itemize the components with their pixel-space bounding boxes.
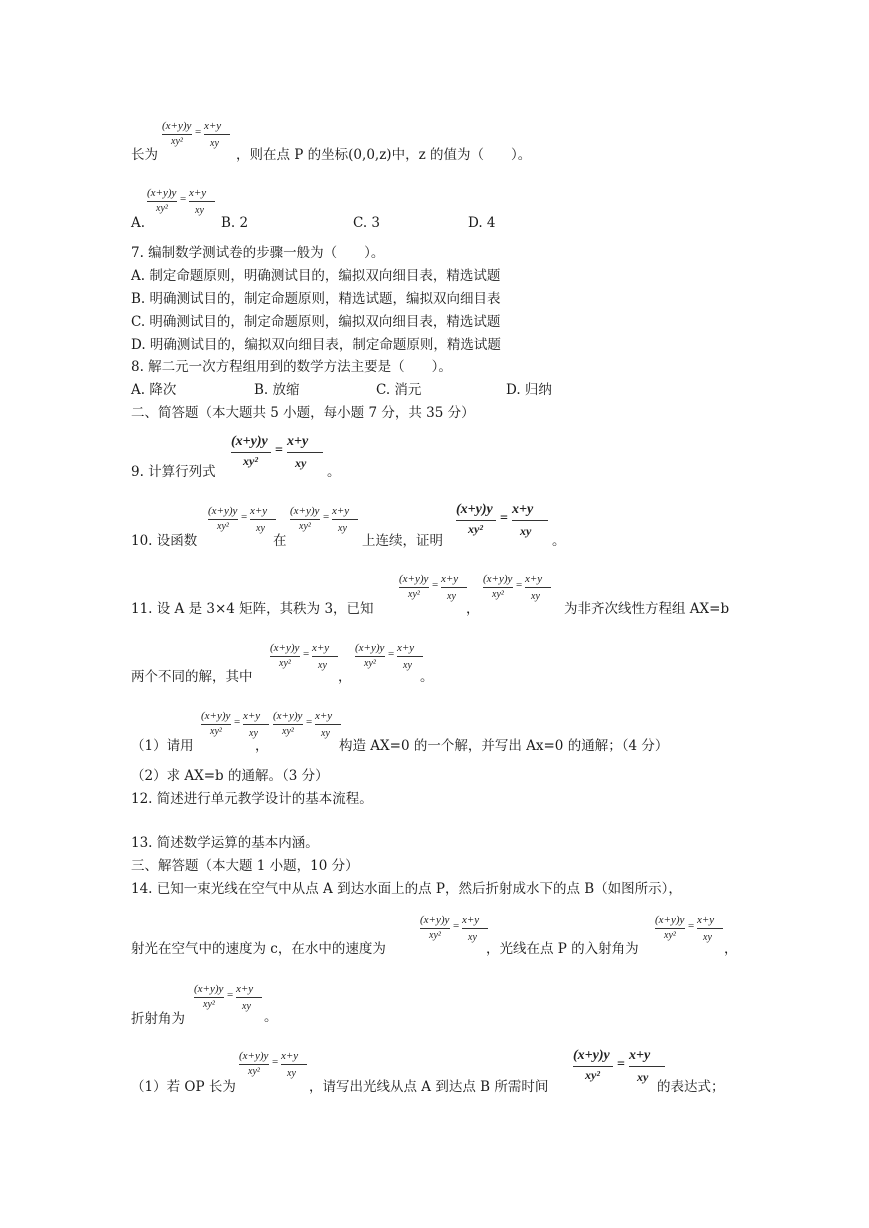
fraction-bar [573,1066,613,1067]
fraction-bar [290,519,320,520]
q6-option-b: B. 2 [221,215,249,231]
fraction-bar [441,587,467,588]
formula-denominator: xy² [429,930,441,941]
formula-denominator: xy² [585,1068,600,1082]
formula-numerator: (x+y)y [194,983,224,995]
fraction-bar [462,928,488,929]
formula-image [355,640,425,684]
formula-denominator: xy² [299,521,311,532]
q14-line2-suffix: ， [724,941,738,957]
q14-sub1-suffix: 的表达式； [657,1079,725,1095]
equals-sign: = [303,648,310,660]
formula-denominator: xy [447,591,456,602]
formula-denominator: xy² [364,658,376,669]
q14-line3-suffix: 。 [264,1009,278,1025]
formula-denominator: xy [338,523,347,534]
equals-sign: = [227,989,234,1001]
fraction-bar [512,520,548,521]
formula-numerator: x+y [204,120,222,132]
q11-sub2: （2）求 AX=b 的通解。（3 分） [131,768,329,784]
fraction-bar [697,928,723,929]
fraction-bar [655,928,685,929]
formula-image [655,912,725,956]
fraction-bar [287,452,323,453]
formula-numerator: (x+y)y [273,710,303,722]
formula-numerator: (x+y)y [239,1050,269,1062]
fraction-bar [243,724,269,725]
formula-numerator: (x+y)y [456,502,493,517]
fraction-bar [525,587,551,588]
q7-stem: 7. 编制数学测试卷的步骤一般为（ ）。 [131,245,385,261]
fraction-bar [483,587,513,588]
formula-denominator: xy² [210,726,222,737]
section-heading: 二、简答题（本大题共 5 小题，每小题 7 分，共 35 分） [131,405,475,421]
fraction-bar [239,1064,269,1065]
formula-denominator: xy [403,660,412,671]
equals-sign: = [195,126,202,138]
q11-comma-3: ， [255,738,269,754]
q10-suffix: 。 [552,533,566,549]
formula-image [399,571,469,615]
fraction-bar [312,656,338,657]
formula-image [273,708,343,752]
formula-numerator: (x+y)y [573,1048,610,1063]
formula-numerator: (x+y)y [355,642,385,654]
formula-image [290,503,360,547]
formula-denominator: xy [318,660,327,671]
q14-sub1-mid: ，请写出光线从点 A 到达点 B 所需时间 [309,1079,549,1095]
fraction-bar [629,1066,665,1067]
q13-stem: 13. 简述数学运算的基本内涵。 [131,835,319,851]
equals-sign: = [275,443,283,458]
fraction-bar [399,587,429,588]
q11-line1-prefix: 11. 设 A 是 3×4 矩阵，其秩为 3，已知 [131,601,374,617]
equals-sign: = [688,920,695,932]
fraction-bar [281,1064,307,1065]
fraction-bar [456,520,496,521]
formula-denominator: xy² [217,521,229,532]
q7-option-b: B. 明确测试目的，制定命题原则，精选试题，编拟双向细目表 [131,291,501,307]
fraction-bar [397,656,423,657]
q10-mid1: 在 [273,533,287,549]
formula-denominator: xy [703,932,712,943]
fraction-bar [315,724,341,725]
formula-numerator: (x+y)y [483,573,513,585]
fraction-bar [355,656,385,657]
formula-numerator: (x+y)y [147,187,177,199]
equals-sign: = [241,511,248,523]
q9-suffix: 。 [327,464,341,480]
formula-denominator: xy [531,591,540,602]
formula-image [270,640,340,684]
fraction-bar [420,928,450,929]
fraction-bar [162,134,192,135]
q7-option-d: D. 明确测试目的，编拟双向细目表，制定命题原则，精选试题 [131,337,501,353]
formula-numerator: x+y [312,642,330,654]
formula-numerator: x+y [315,710,333,722]
q9-prefix: 9. 计算行列式 [131,464,216,480]
formula-denominator: xy [295,456,307,470]
formula-denominator: xy [287,1068,296,1079]
equals-sign: = [388,648,395,660]
formula-denominator: xy² [408,589,420,600]
fraction-bar [231,452,271,453]
formula-denominator: xy² [282,726,294,737]
formula-numerator: (x+y)y [270,642,300,654]
q6-option-d: D. 4 [468,215,496,231]
q10-mid2: 上连续，证明 [362,533,443,549]
q11-comma: ， [466,601,480,617]
fraction-bar [194,997,224,998]
formula-numerator: x+y [525,573,543,585]
equals-sign: = [272,1056,279,1068]
formula-denominator: xy² [243,454,258,468]
equals-sign: = [306,716,313,728]
q8-stem: 8. 解二元一次方程组用到的数学方法主要是（ ）。 [131,359,452,375]
fraction-bar [270,656,300,657]
formula-numerator: x+y [287,434,309,449]
formula-denominator: xy [520,524,532,538]
equals-sign: = [453,920,460,932]
q11-comma-2: ， [338,669,352,685]
formula-numerator: (x+y)y [399,573,429,585]
equals-sign: = [516,579,523,591]
fraction-bar [208,519,238,520]
formula-numerator: (x+y)y [208,505,238,517]
equals-sign: = [323,511,330,523]
equals-sign: = [617,1057,625,1072]
formula-numerator: x+y [250,505,268,517]
q6-stem-prefix: 长为 [131,147,158,163]
q6-option-a: A. [131,215,146,231]
formula-numerator: (x+y)y [420,914,450,926]
formula-denominator: xy² [492,589,504,600]
q14-line2-mid: ，光线在点 P 的入射角为 [486,941,639,957]
formula-numerator: x+y [462,914,480,926]
fraction-bar [332,519,358,520]
formula-numerator: x+y [332,505,350,517]
formula-numerator: x+y [397,642,415,654]
fraction-bar [201,724,231,725]
formula-denominator: xy² [468,522,483,536]
q6-option-c: C. 3 [353,215,381,231]
formula-numerator: (x+y)y [290,505,320,517]
formula-denominator: xy² [156,203,168,214]
formula-denominator: xy² [171,136,183,147]
formula-denominator: xy [195,205,204,216]
formula-denominator: xy [468,932,477,943]
formula-denominator: xy [256,523,265,534]
formula-numerator: (x+y)y [162,120,192,132]
formula-numerator: x+y [189,187,207,199]
q14-line1: 14. 已知一束光线在空气中从点 A 到达水面上的点 P，然后折射成水下的点 B（如图所示）， [131,881,682,897]
formula-numerator: x+y [512,502,534,517]
fraction-bar [147,201,177,202]
formula-image [239,1048,309,1092]
equals-sign: = [500,511,508,526]
fraction-bar [204,134,230,135]
q11-sub1-suffix: 构造 AX=0 的一个解，并写出 Ax=0 的通解；（4 分） [339,738,669,754]
formula-image [208,503,278,547]
formula-denominator: xy² [664,930,676,941]
formula-image [456,500,552,550]
formula-image [573,1046,669,1096]
q8-option-c: C. 消元 [376,382,422,398]
formula-denominator: xy² [248,1066,260,1077]
formula-image [194,981,264,1025]
formula-image [147,185,217,229]
formula-numerator: x+y [441,573,459,585]
formula-image [483,571,553,615]
q12-stem: 12. 简述进行单元教学设计的基本流程。 [131,791,373,807]
formula-denominator: xy [242,1001,251,1012]
q11-line2-prefix: 两个不同的解，其中 [131,669,253,685]
formula-image [420,912,490,956]
formula-numerator: x+y [236,983,254,995]
formula-numerator: x+y [697,914,715,926]
section-heading: 三、解答题（本大题 1 小题，10 分） [131,858,359,874]
q6-stem-suffix: ，则在点 P 的坐标(0,0,z)中，z 的值为（ ）。 [236,147,532,163]
fraction-bar [236,997,262,998]
formula-denominator: xy [637,1070,649,1084]
formula-numerator: (x+y)y [231,434,268,449]
q8-option-b: B. 放缩 [254,382,300,398]
q8-option-d: D. 归纳 [506,382,552,398]
q10-prefix: 10. 设函数 [131,533,198,549]
formula-denominator: xy [210,138,219,149]
equals-sign: = [180,193,187,205]
fraction-bar [189,201,215,202]
formula-numerator: x+y [243,710,261,722]
formula-denominator: xy [321,728,330,739]
equals-sign: = [432,579,439,591]
q14-line2-prefix: 射光在空气中的速度为 c，在水中的速度为 [131,941,386,957]
formula-denominator: xy² [203,999,215,1010]
q11-line2-suffix: 。 [420,669,434,685]
q14-line3-prefix: 折射角为 [131,1011,185,1027]
formula-numerator: (x+y)y [201,710,231,722]
q11-sub1-prefix: （1）请用 [131,738,194,754]
formula-denominator: xy [249,728,258,739]
fraction-bar [250,519,276,520]
formula-denominator: xy² [279,658,291,669]
fraction-bar [273,724,303,725]
q11-line1-suffix: 为非齐次线性方程组 AX=b [564,601,730,617]
formula-image [231,432,327,482]
formula-numerator: x+y [281,1050,299,1062]
q8-option-a: A. 降次 [131,382,177,398]
q14-sub1-prefix: （1）若 OP 长为 [131,1079,236,1095]
q7-option-a: A. 制定命题原则，明确测试目的，编拟双向细目表，精选试题 [131,268,501,284]
equals-sign: = [234,716,241,728]
formula-numerator: x+y [629,1048,651,1063]
formula-image [162,118,232,162]
q7-option-c: C. 明确测试目的，制定命题原则，编拟双向细目表，精选试题 [131,314,501,330]
formula-numerator: (x+y)y [655,914,685,926]
